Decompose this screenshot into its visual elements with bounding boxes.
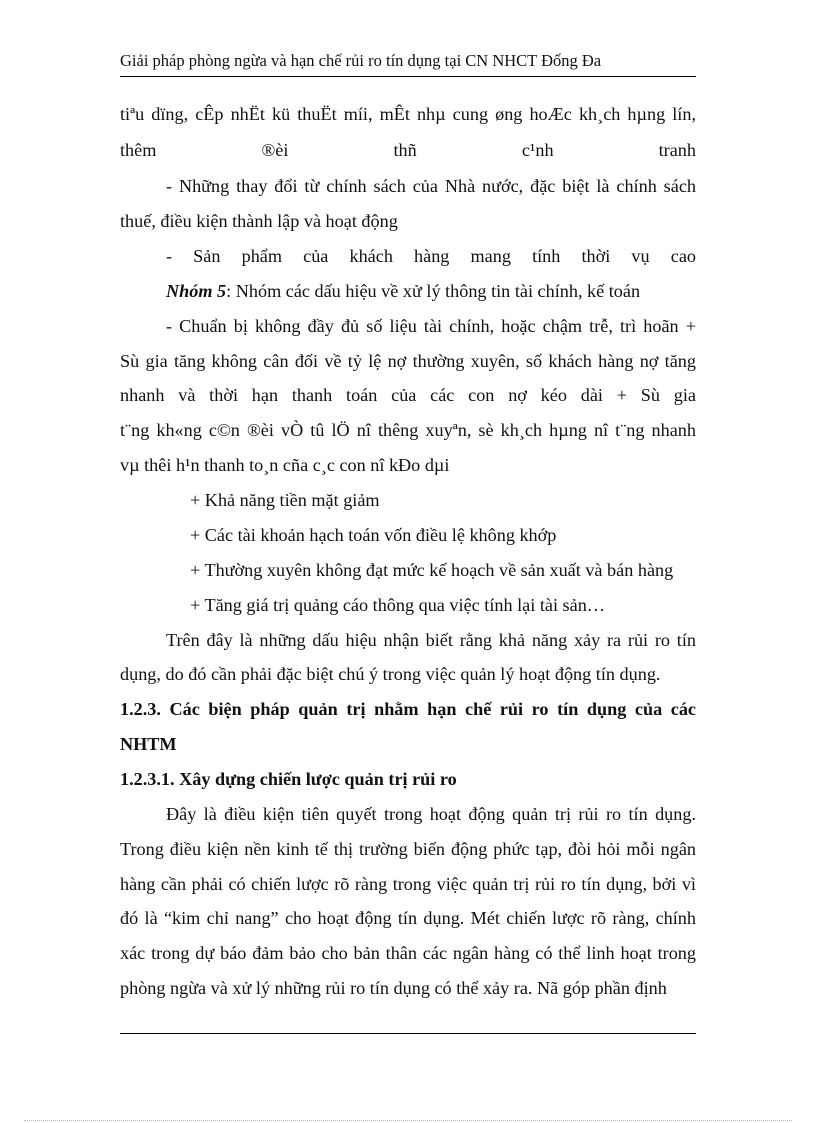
text-line: thêm ®èi thñ c¹nh tranh: [120, 140, 696, 160]
text-line: vµ thêi h¹n thanh to¸n cña c¸c con nî kÐo dµi: [120, 455, 450, 475]
group-text: : Nhóm các dấu hiệu về xử lý thông tin tài chính, kế toán: [226, 281, 641, 301]
paragraph-line: Đây là điều kiện tiên quyết trong hoạt động quản trị rủi ro tín dụng.: [166, 804, 696, 824]
text-line: nhanh và thời hạn thanh toán của các con nợ kéo dài + Sù gia: [120, 385, 696, 405]
paragraph-line: phòng ngừa và xử lý những rủi ro tín dụng có thể xảy ra. Nã góp phần định: [120, 978, 667, 998]
paragraph-line: xác trong dự báo đảm bảo cho bản thân các ngân hàng có thể linh hoạt trong: [120, 943, 696, 963]
page-header: Giải pháp phòng ngừa và hạn chế rủi ro tín dụng tại CN NHCT Đống Đa: [120, 51, 602, 70]
section-heading-cont: NHTM: [120, 734, 177, 754]
text-line: tiªu dïng, cÊp nhËt kü thuËt míi, mÊt nhµ cung øng hoÆc kh¸ch hµng lín,: [120, 104, 696, 124]
section-heading: 1.2.3. Các biện pháp quản trị nhằm hạn chế rủi ro tín dụng của các: [120, 699, 696, 719]
list-item: + Thường xuyên không đạt mức kế hoạch về sản xuất và bán hàng: [190, 560, 674, 580]
footer-divider: [120, 1033, 696, 1034]
subsection-heading: 1.2.3.1. Xây dựng chiến lược quản trị rủi ro: [120, 769, 457, 789]
text-line: Trên đây là những dấu hiệu nhận biết rằng khả năng xảy ra rủi ro tín: [166, 630, 696, 650]
text-line: dụng, do đó cần phải đặc biệt chú ý trong việc quản lý hoạt động tín dụng.: [120, 664, 661, 684]
paragraph-line: đó là “kim chỉ nang” cho hoạt động tín dụng. Mét chiến lược rõ ràng, chính: [120, 908, 696, 928]
text-line: - Những thay đổi từ chính sách của Nhà nước, đặc biệt là chính sách: [166, 176, 696, 196]
page-edge: [24, 1120, 792, 1121]
group-heading: [166, 278, 696, 304]
list-item: + Tăng giá trị quảng cáo thông qua việc tính lại tài sản…: [190, 595, 605, 615]
paragraph-line: Trong điều kiện nền kinh tế thị trường biến động phức tạp, đòi hỏi mỗi ngân: [120, 839, 696, 859]
list-item: + Khả năng tiền mặt giảm: [190, 490, 380, 510]
list-item: + Các tài khoản hạch toán vốn điều lệ không khớp: [190, 525, 557, 545]
group-label: Nhóm 5: [166, 281, 227, 301]
text-line: - Chuẩn bị không đầy đủ số liệu tài chính, hoặc chậm trễ, trì hoãn +: [166, 316, 696, 336]
text-line: Sù gia tăng không cân đối về tỷ lệ nợ thường xuyên, số khách hàng nợ tăng: [120, 351, 696, 371]
text-line: t¨ng kh«ng c©n ®èi vÒ tû lÖ nî thêng xuyªn, sè kh¸ch hµng nî t¨ng nhanh: [120, 420, 696, 440]
paragraph-line: hàng cần phải có chiến lược rõ ràng trong việc quản trị rủi ro tín dụng, bởi vì: [120, 874, 696, 894]
text-line: - Sản phẩm của khách hàng mang tính thời vụ cao: [166, 246, 696, 266]
header-divider: [120, 76, 696, 77]
text-line: thuế, điều kiện thành lập và hoạt động: [120, 211, 398, 231]
